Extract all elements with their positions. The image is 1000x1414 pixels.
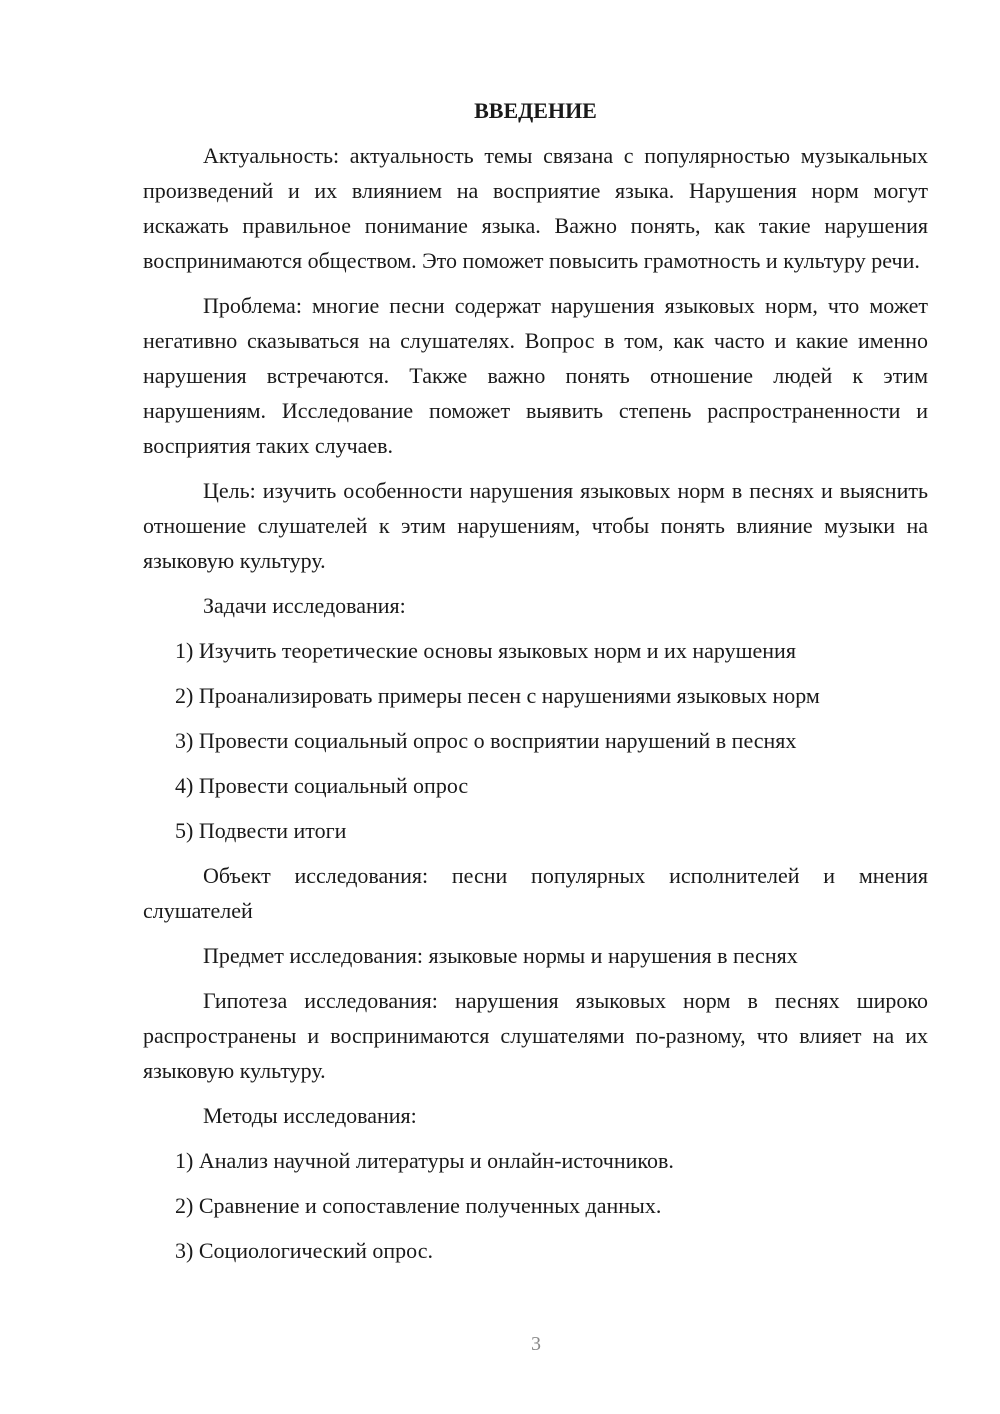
methods-heading: Методы исследования: <box>203 1103 417 1128</box>
task-item-2: 2) Проанализировать примеры песен с нарушениями языковых норм <box>175 683 820 708</box>
task-item-3: 3) Провести социальный опрос о восприятии нарушений в песнях <box>175 728 797 753</box>
method-item-3: 3) Социологический опрос. <box>175 1238 433 1263</box>
document-title: ВВЕДЕНИЕ <box>474 98 597 123</box>
paragraph-problem: Проблема: многие песни содержат нарушения языковых норм, что может негативно сказываться на слушателях. Вопрос в том, как часто и какие именно нарушения встречаются. Также важно понять отношение людей к этим нарушениям. Исследование поможет выявить степень распространенности и восприятия таких случаев. <box>143 293 928 458</box>
tasks-heading: Задачи исследования: <box>203 593 406 618</box>
method-item-2: 2) Сравнение и сопоставление полученных данных. <box>175 1193 662 1218</box>
document-page <box>143 96 928 1278</box>
paragraph-relevance: Актуальность: актуальность темы связана с популярностью музыкальных произведений и их влиянием на восприятие языка. Нарушения норм могут искажать правильное понимание языка. Важно понять, как такие нарушения воспринимаются обществом. Это поможет повысить грамотность и культуру речи. <box>143 143 928 273</box>
paragraph-hypothesis: Гипотеза исследования: нарушения языковых норм в песнях широко распространены и воспринимаются слушателями по-разному, что влияет на их языковую культуру. <box>143 988 928 1083</box>
task-item-1: 1) Изучить теоретические основы языковых норм и их нарушения <box>175 638 796 663</box>
task-item-4: 4) Провести социальный опрос <box>175 773 469 798</box>
page-number: 3 <box>531 1333 541 1355</box>
paragraph-subject: Предмет исследования: языковые нормы и нарушения в песнях <box>203 943 798 968</box>
task-item-5: 5) Подвести итоги <box>175 818 347 843</box>
method-item-1: 1) Анализ научной литературы и онлайн-источников. <box>175 1148 674 1173</box>
paragraph-goal: Цель: изучить особенности нарушения языковых норм в песнях и выяснить отношение слушателей к этим нарушениям, чтобы понять влияние музыки на языковую культуру. <box>143 478 928 573</box>
paragraph-object: Объект исследования: песни популярных исполнителей и мнения слушателей <box>143 863 928 923</box>
